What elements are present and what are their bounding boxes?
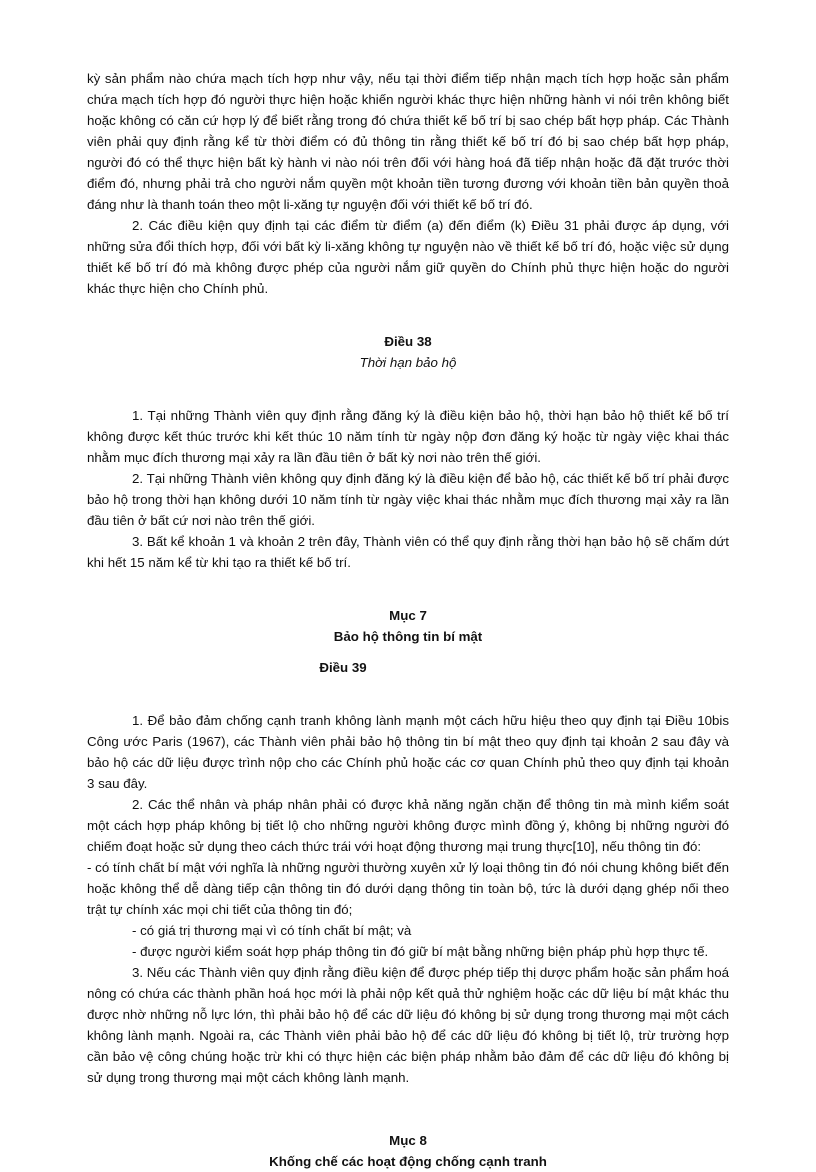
section-7-title: Bảo hộ thông tin bí mật [333,629,483,644]
paragraph-clause-2: 2. Các điều kiện quy định tại các điểm từ điểm (a) đến điểm (k) Điều 31 phải được áp dụng, với những sửa đổi thích hợp, đối với bất kỳ li-xăng không tự nguyện nào về thiết kế bố trí đó, hoặc việc sử dụng thiết kế bố trí đó mà không được phép của người nắm giữ quyền do Chính phủ thực hiện hoặc do người khác thực hiện cho Chính phủ. [87,218,729,296]
paragraph-continued: kỳ sản phẩm nào chứa mạch tích hợp như vậy, nếu tại thời điểm tiếp nhận mạch tích hợp hoặc sản phẩm chứa mạch tích hợp đó người thực hiện hoặc khiến người khác thực hiện những hành vi nói trên không biết hoặc không có căn cứ hợp lý để biết rằng trong đó chứa thiết kế bố trí bị sao chép bất hợp pháp. Các Thành viên phải quy định rằng kể từ thời điểm có đủ thông tin rằng thiết kế bố trí đó bị sao chép bất hợp pháp, người đó có thể thực hiện bất kỳ hành vi nào nói trên đối với hàng hoá đã tiếp nhận hoặc đã đặt trước thời điểm đó, nhưng phải trả cho người nắm quyền một khoản tiền tương đương với khoản tiền bản quyền thoả đáng như là thanh toán theo một li-xăng tự nguyện đối với thiết kế bố trí đó. [87,71,729,212]
article-38-heading: Điều 38 [384,334,432,349]
article-39-condition-1: - có tính chất bí mật với nghĩa là những người thường xuyên xử lý loại thông tin đó nói chung không biết đến hoặc không thể dễ dàng tiếp cận thông tin đó dưới dạng thông tin toàn bộ, tức là dưới dạng ghép nối theo trật tự chính xác mọi chi tiết của thông tin đó; [87,860,729,917]
article-38-subtitle: Thời hạn bảo hộ [359,355,457,370]
article-38-clause-3: 3. Bất kể khoản 1 và khoản 2 trên đây, Thành viên có thể quy định rằng thời hạn bảo hộ sẽ chấm dứt khi hết 15 năm kể từ khi tạo ra thiết kế bố trí. [87,534,729,570]
article-39-condition-3: - được người kiểm soát hợp pháp thông tin đó giữ bí mật bằng những biện pháp phù hợp thực tế. [132,944,709,959]
section-8-label: Mục 8 [389,1133,427,1148]
section-8-title: Khống chế các hoạt động chống cạnh tranh [269,1154,547,1169]
article-39-clause-3: 3. Nếu các Thành viên quy định rằng điều kiện để được phép tiếp thị dược phẩm hoặc sản phẩm hoá nông có chứa các thành phần hoá học mới là phải nộp kết quả thử nghiệm hoặc các dữ liệu bí mật khác thu được nhờ những nỗ lực lớn, thì phải bảo hộ để các dữ liệu đó không bị sử dụng trong thương mại một cách không lành mạnh. Ngoài ra, các Thành viên phải bảo hộ để các dữ liệu đó không bị tiết lộ, trừ trường hợp cần bảo vệ công chúng hoặc trừ khi có thực hiện các biện pháp nhằm bảo đảm để các dữ liệu đó không bị sử dụng trong thương mại một cách không lành mạnh. [87,965,729,1085]
article-39-condition-2: - có giá trị thương mại vì có tính chất bí mật; và [132,923,412,938]
article-39-clause-1: 1. Để bảo đảm chống cạnh tranh không lành mạnh một cách hữu hiệu theo quy định tại Điều 10bis Công ước Paris (1967), các Thành viên phải bảo hộ thông tin bí mật theo quy định tại khoản 2 sau đây và bảo hộ các dữ liệu được trình nộp cho các Chính phủ hoặc các cơ quan Chính phủ theo quy định tại khoản 3 sau đây. [87,713,729,791]
article-38-clause-2: 2. Tại những Thành viên không quy định đăng ký là điều kiện để bảo hộ, các thiết kế bố trí phải được bảo hộ trong thời hạn không dưới 10 năm tính từ ngày việc khai thác nhằm mục đích thương mại xảy ra lần đầu tiên ở bất cứ nơi nào trên thế giới. [87,471,729,528]
article-39-clause-2: 2. Các thể nhân và pháp nhân phải có được khả năng ngăn chặn để thông tin mà mình kiểm soát một cách hợp pháp không bị tiết lộ cho những người không được mình đồng ý, không bị những người đó chiếm đoạt hoặc sử dụng theo cách thức trái với hoạt động thương mại trung thực[10], nếu thông tin đó: [87,797,729,854]
article-38-clause-1: 1. Tại những Thành viên quy định rằng đăng ký là điều kiện bảo hộ, thời hạn bảo hộ thiết kế bố trí không được kết thúc trước khi kết thúc 10 năm tính từ ngày nộp đơn đăng ký hoặc từ ngày việc khai thác nhằm mục đích thương mại xảy ra lần đầu tiên ở bất kỳ nơi nào trên thế giới. [87,408,729,465]
article-39-heading: Điều 39 [319,660,367,675]
section-7-label: Mục 7 [389,608,427,623]
